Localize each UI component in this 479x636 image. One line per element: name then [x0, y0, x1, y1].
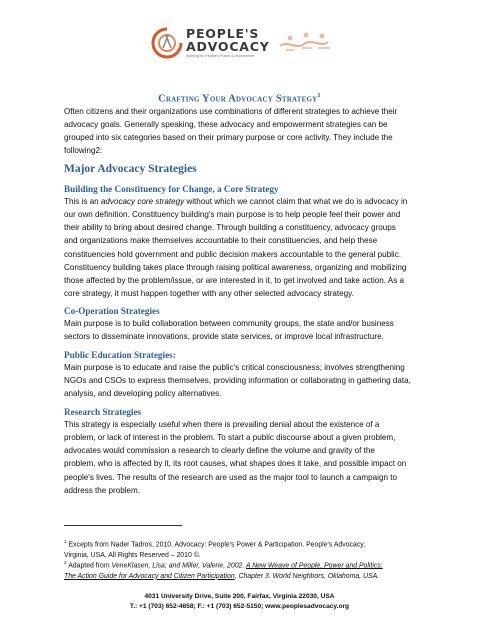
- footnote-2-line-1: [64, 559, 424, 572]
- footnote-1-text: Excepts from Nader Tadros, 2010. Advocacy: People's Power & Participation. People's Advocacy,: [66, 541, 366, 549]
- footnote-1-number: 1: [64, 540, 67, 545]
- major-strategies-heading: Major Advocacy Strategies: [64, 163, 197, 175]
- peoples-advocacy-logo: [150, 24, 330, 68]
- logo-figures-icon: [278, 26, 338, 56]
- logo-wordmark: [186, 27, 270, 53]
- footnote-1-line-2: Virginia, USA, All Rights Reserved – 2010 ©.: [64, 551, 201, 559]
- section-heading-research: Research Strategies: [64, 407, 142, 417]
- footnote-2-line-2: [64, 572, 424, 583]
- footnote-1: [64, 538, 424, 561]
- footnote-1-line-1: [64, 538, 424, 551]
- page-title: [0, 92, 479, 105]
- section-text-cooperation: Main purpose is to build collaboration between community groups, the state and/or business sectors to disseminate innovations, provide state services, or improve local infrastructure.: [64, 319, 394, 342]
- footnote-2-book-title: A New Weave of People, Power and Politics:: [245, 562, 383, 570]
- logo-line-2: ADVOCACY: [186, 39, 270, 54]
- footnote-2-authors: VeneKlasen, Lisa; and Miller, Valerie, 2002.: [111, 562, 246, 570]
- emphasis-core-strategy: advocacy core strategy: [100, 197, 185, 206]
- section-heading-public-education: Public Education Strategies:: [64, 350, 176, 360]
- section-text-public-education: Main purpose is to educate and raise the public's critical consciousness; involves strengthening NGOs and CSOs to express themselves, providing information or collaborating in gathering data, analysis, and developing policy alternatives.: [64, 363, 411, 399]
- footnote-2: [64, 559, 424, 582]
- footnote-2-number: 2: [64, 561, 67, 566]
- footnote-2-book-subtitle: The Action Guide for Advocacy and Citizen Participation: [64, 572, 235, 580]
- logo-emblem-icon: [150, 26, 184, 60]
- footer-address: 4031 University Drive, Suite 200, Fairfax, Virginia 22030, USA: [144, 593, 335, 600]
- footnote-divider: [64, 525, 182, 526]
- page-title-text: Crafting Your Advocacy Strategy: [158, 93, 318, 105]
- text-span: This is an: [64, 197, 101, 206]
- logo-line-1: PEOPLE'S: [186, 26, 260, 41]
- page-footer: [0, 592, 479, 612]
- section-heading-constituency: Building the Constituency for Change, a Core Strategy: [64, 184, 279, 194]
- footer-contact: T.: +1 (703) 652-4658; F.: +1 (703) 652-5150; www.peoplesadvocacy.org: [129, 603, 350, 610]
- section-text-constituency: [64, 195, 424, 300]
- title-footnote-ref: 1: [317, 92, 321, 99]
- text-span: without which we cannot claim that what we do is advocacy in our own definition. Constituency building's main purpose is to help people feel their power and their ability to bring about desired change. Through building a constituency, advocacy groups and organizations make themselves accountable to their constituencies, and help these constituencies hold government and public decision makers accountable to the general public. Constituency building takes place through raising political awareness, organizing and mobilizing those affected by the problem/issue, or are interested in it, to get involved and take action. As a core strategy, it must happen together with any other selected advocacy strategy.: [64, 197, 408, 299]
- footnote-2-text: Adapted from: [66, 562, 112, 570]
- section-text-research: This strategy is especially useful when there is prevailing denial about the existence of a problem, or lack of interest in the problem. To start a public discourse about a given problem, advocates would commission a research to clearly define the volume and gravity of the problem, who is affected by it, its root causes, what shapes does it take, and possible impact on people's lives. The results of the research are used as the major tool to launch a campaign to address the problem.: [64, 420, 407, 495]
- footnote-2-publisher: , Chapter 3. World Neighbors, Oklahoma, USA.: [234, 572, 380, 580]
- logo-tagline: Working for People's Power & Involvement: [186, 54, 254, 58]
- section-heading-cooperation: Co-Operation Strategies: [64, 306, 160, 316]
- intro-paragraph: Often citizens and their organizations use combinations of different strategies to achieve their advocacy goals. Generally speaking, these advocacy and empowerment strategies can be grouped into six categories based on their primary purpose or core activity. They include the following2:: [64, 107, 398, 156]
